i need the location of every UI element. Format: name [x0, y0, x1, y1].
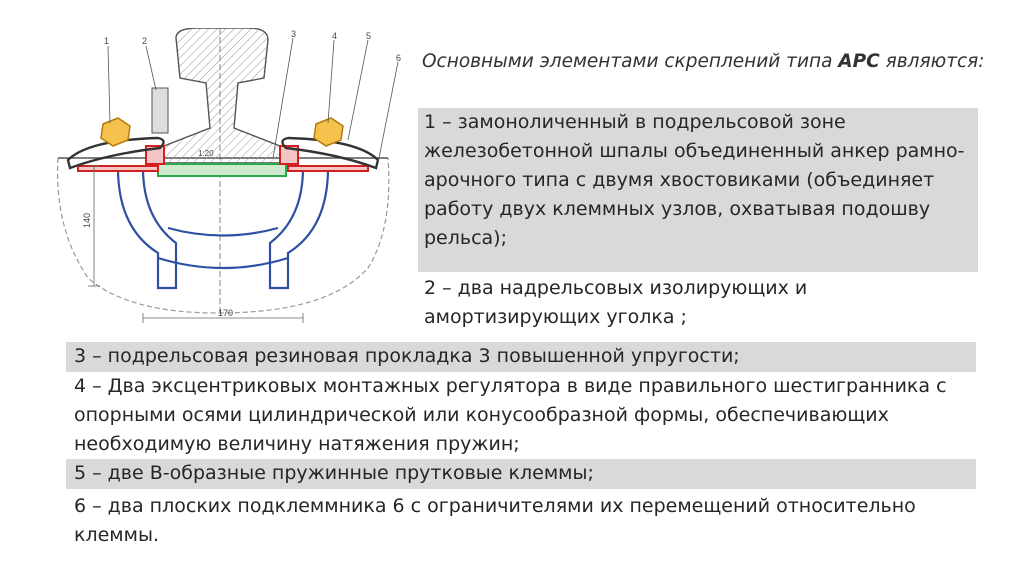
bolt	[152, 88, 168, 133]
list-item-5: 5 – две В-образные пружинные прутковые клеммы;	[66, 459, 976, 489]
rubber-pad	[158, 164, 286, 176]
list-item-1: 1 – замоноличенный в подрельсовой зоне железобетонной шпалы объединенный анкер рамно-арочного типа с двумя хвостовиками (объединяет работу двух клеммных узлов, охватывая подошву рельса);	[418, 108, 978, 272]
callout-3: 3	[291, 29, 297, 39]
callout-6: 6	[396, 53, 402, 63]
list-item-2: 2 – два надрельсовых изолирующих и амортизирующих уголка ;	[424, 277, 808, 328]
intro-text-before: Основными элементами скреплений типа	[422, 51, 839, 72]
callout-5: 5	[366, 31, 372, 41]
dimension-170: 170	[218, 308, 234, 318]
intro-emphasis: АРС	[838, 51, 880, 72]
intro-text-after: являются:	[879, 51, 985, 72]
anchor-arch	[118, 168, 328, 288]
list-item-3: 3 – подрельсовая резиновая прокладка 3 повышенной упругости;	[66, 342, 976, 372]
rail-fastening-diagram	[48, 28, 418, 328]
intro-text	[422, 48, 1002, 76]
dimension-140: 140	[82, 212, 92, 228]
callout-2: 2	[142, 36, 148, 46]
list-item-4: 4 – Два эксцентриковых монтажных регулятора в виде правильного шестигранника с опорными осями цилиндрической или конусообразной формы, обеспечивающих необходимую величину натяжения пружин;	[74, 375, 947, 455]
callout-4: 4	[332, 31, 338, 41]
callout-1: 1	[104, 36, 110, 46]
slope-label: 1:20	[198, 149, 214, 158]
list-item-6: 6 – два плоских подклеммника 6 с ограничителями их перемещений относительно клеммы.	[74, 495, 916, 546]
